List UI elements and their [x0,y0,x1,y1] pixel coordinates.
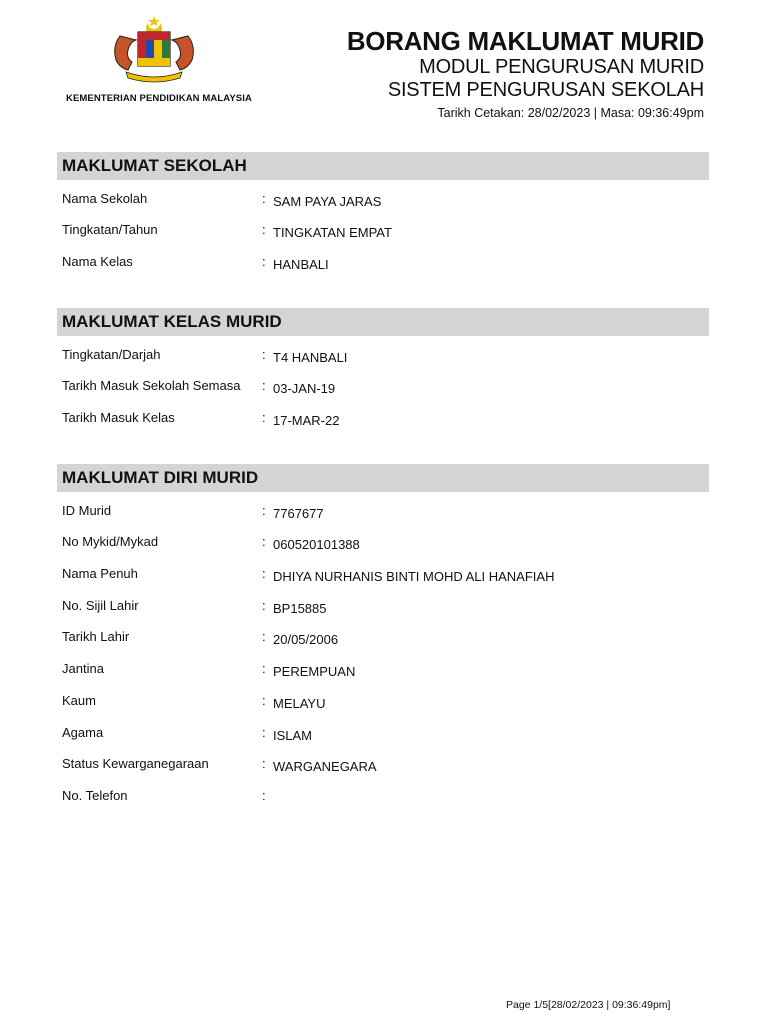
field-row [62,378,702,398]
field-row [62,756,702,776]
ministry-caption: KEMENTERIAN PENDIDIKAN MALAYSIA [66,93,252,104]
field-value: HANBALI [273,257,329,272]
field-row [62,693,702,713]
field-value: DHIYA NURHANIS BINTI MOHD ALI HANAFIAH [273,569,555,584]
section-heading-kelas: MAKLUMAT KELAS MURID [57,308,709,336]
field-row [62,566,702,586]
field-row [62,191,702,211]
section-heading-sekolah: MAKLUMAT SEKOLAH [57,152,709,180]
field-value: ISLAM [273,728,313,743]
field-value: SAM PAYA JARAS [273,194,382,209]
print-timestamp: Tarikh Cetakan: 28/02/2023 | Masa: 09:36:49pm [437,106,704,120]
form-title: BORANG MAKLUMAT MURID [346,26,704,56]
field-row [62,661,702,681]
field-value: BP15885 [273,601,327,616]
field-row [62,598,702,618]
field-row [62,788,702,808]
field-label: Jantina [62,661,104,676]
field-row [62,410,702,430]
field-label: Status Kewarganegaraan [62,756,209,771]
field-separator: : [262,222,266,237]
field-separator: : [262,756,266,771]
field-separator: : [262,410,266,425]
field-label: Nama Kelas [62,254,133,269]
field-separator: : [262,693,266,708]
field-value: 060520101388 [273,537,360,552]
title-block [347,26,704,120]
coat-of-arms-logo [104,14,204,84]
field-separator: : [262,534,266,549]
field-row [62,725,702,745]
field-value: TINGKATAN EMPAT [273,225,392,240]
page-footer: Page 1/5[28/02/2023 | 09:36:49pm] [506,999,671,1011]
field-row [62,222,702,242]
field-label: Tingkatan/Darjah [62,347,161,362]
field-value: PEREMPUAN [273,664,356,679]
field-label: Agama [62,725,104,740]
field-separator: : [262,503,266,518]
field-separator: : [262,725,266,740]
field-separator: : [262,378,266,393]
field-separator: : [262,566,266,581]
field-value: MELAYU [273,696,326,711]
field-label: No. Telefon [62,788,128,803]
field-separator: : [262,629,266,644]
field-value: 03-JAN-19 [273,381,336,396]
field-value: WARGANEGARA [273,759,377,774]
field-separator: : [262,347,266,362]
field-row [62,503,702,523]
field-label: Tarikh Lahir [62,629,130,644]
field-value: 7767677 [273,506,324,521]
field-label: Tingkatan/Tahun [62,222,158,237]
system-subtitle: SISTEM PENGURUSAN SEKOLAH [387,79,704,101]
field-label: No. Sijil Lahir [62,598,139,613]
field-value: T4 HANBALI [273,350,348,365]
field-row [62,629,702,649]
field-value: 17-MAR-22 [273,413,340,428]
field-value: 20/05/2006 [273,632,339,647]
field-label: Tarikh Masuk Sekolah Semasa [62,378,241,393]
field-label: No Mykid/Mykad [62,534,159,549]
field-label: Nama Penuh [62,566,138,581]
field-label: ID Murid [62,503,112,518]
field-label: Kaum [62,693,96,708]
field-label: Nama Sekolah [62,191,148,206]
field-separator: : [262,788,266,803]
field-row [62,347,702,367]
module-subtitle: MODUL PENGURUSAN MURID [419,56,704,78]
field-label: Tarikh Masuk Kelas [62,410,175,425]
field-separator: : [262,191,266,206]
document-header [0,0,768,130]
field-row [62,534,702,554]
field-separator: : [262,254,266,269]
field-separator: : [262,661,266,676]
field-separator: : [262,598,266,613]
section-heading-diri: MAKLUMAT DIRI MURID [57,464,709,492]
field-row [62,254,702,274]
